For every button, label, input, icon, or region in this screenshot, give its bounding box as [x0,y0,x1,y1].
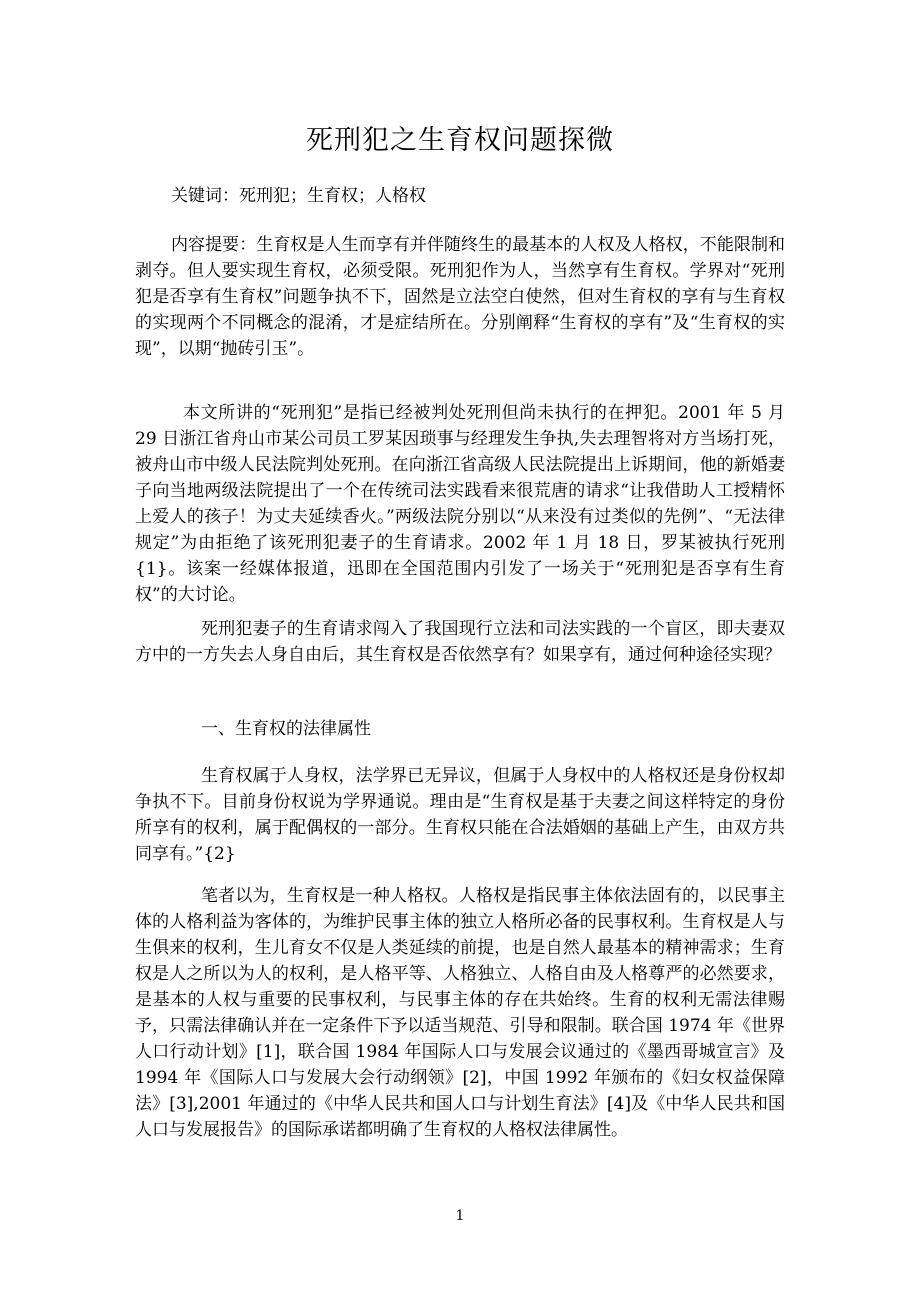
body-paragraph: 笔者以为，生育权是一种人格权。人格权是指民事主体依法固有的，以民事主体的人格利益为客体的，为维护民事主体的独立人格所必备的民事权利。生育权是人与生俱来的权利，生儿育女不仅是人类延续的前提，也是自然人最基本的精神需求；生育权是人之所以为人的权利，是人格平等、人格独立、人格自由及人格尊严的必然要求，是基本的人权与重要的民事权利，与民事主体的存在共始终。生育的权利无需法律赐予，只需法律确认并在一定条件下予以适当规范、引导和限制。联合国 1974 年《世界人口行动计划》[1]，联合国 1984 年国际人口与发展会议通过的《墨西哥城宣言》及 1994 年《国际人口与发展大会行动纲领》[2]，中国 1992 年颁布的《妇女权益保障法》[3],2001 年通过的《中华人民共和国人口与计划生育法》[4]及《中华人民共和国人口与发展报告》的国际承诺都明确了生育权的人格权法律属性。 [135,886,785,1140]
keywords-line: 关键词：死刑犯；生育权；人格权 [171,186,426,206]
abstract-paragraph: 内容提要：生育权是人生而享有并伴随终生的最基本的人权及人格权，不能限制和剥夺。但人要实现生育权，必须受限。死刑犯作为人，当然享有生育权。学界对“死刑犯是否享有生育权”问题争执不下，固然是立法空白使然，但对生育权的享有与生育权的实现两个不同概念的混淆，才是症结所在。分别阐释“生育权的享有”及“生育权的实现”，以期“抛砖引玉”。 [135,235,785,359]
body-paragraph: 本文所讲的“死刑犯”是指已经被判处死刑但尚未执行的在押犯。2001 年 5 月 29 日浙江省舟山市某公司员工罗某因琐事与经理发生争执,失去理智将对方当场打死，被舟山市中级人民法院判处死刑。在向浙江省高级人民法院提出上诉期间，他的新婚妻子向当地两级法院提出了一个在传统司法实践看来很荒唐的请求“让我借助人工授精怀上爱人的孩子！为丈夫延续香火。”两级法院分别以“从来没有过类似的先例”、“无法律规定”为由拒绝了该死刑犯妻子的生育请求。2002 年 1 月 18 日，罗某被执行死刑{1}。该案一经媒体报道，迅即在全国范围内引发了一场关于“死刑犯是否享有生育权”的大讨论。 [135,403,785,605]
body-paragraph: 死刑犯妻子的生育请求闯入了我国现行立法和司法实践的一个盲区，即夫妻双方中的一方失去人身自由后，其生育权是否依然享有？如果享有，通过何种途径实现？ [135,619,785,665]
document-title: 死刑犯之生育权问题探微 [306,125,614,156]
section-heading: 一、生育权的法律属性 [201,719,371,739]
body-paragraph: 生育权属于人身权，法学界已无异议，但属于人身权中的人格权还是身份权却争执不下。目前身份权说为学界通说。理由是“生育权是基于夫妻之间这样特定的身份所享有的权利，属于配偶权的一部分。生育权只能在合法婚姻的基础上产生，由双方共同享有。”{2} [135,766,785,864]
page-number: 1 [455,1208,465,1224]
